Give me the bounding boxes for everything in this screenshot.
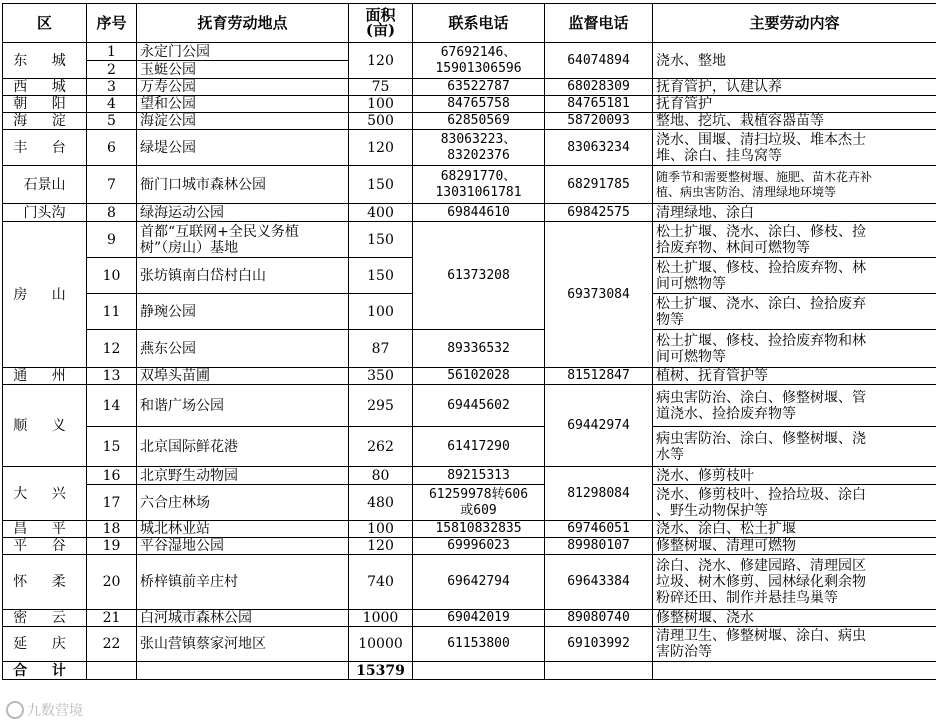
contact-cell: 69996023 <box>413 538 545 555</box>
area-cell: 100 <box>349 294 413 330</box>
no-cell: 7 <box>87 166 137 204</box>
location-cell: 玉蜓公园 <box>137 61 349 79</box>
no-cell: 1 <box>87 43 137 61</box>
area-cell: 150 <box>349 222 413 258</box>
header-supervise: 监督电话 <box>545 4 653 43</box>
content-cell: 浇水、整地 <box>653 43 936 79</box>
table-row <box>3 385 936 427</box>
supervise-cell: 69442974 <box>545 385 653 467</box>
contact-cell: 67692146、 15901306596 <box>413 43 545 79</box>
no-cell: 8 <box>87 204 137 222</box>
content-cell: 整地、挖坑、栽植容器苗等 <box>653 113 936 130</box>
location-cell: 六合庄林场 <box>137 485 349 521</box>
location-cell: 和谐广场公园 <box>137 385 349 427</box>
location-cell: 绿堤公园 <box>137 130 349 166</box>
district-cell: 西 城 <box>3 79 87 96</box>
total-label: 合 计 <box>3 662 87 680</box>
no-cell: 4 <box>87 96 137 113</box>
no-cell: 3 <box>87 79 137 96</box>
total-row <box>3 662 936 680</box>
area-cell: 500 <box>349 113 413 130</box>
location-cell: 双埠头苗圃 <box>137 368 349 385</box>
contact-cell: 15810832835 <box>413 521 545 538</box>
content-cell: 松土扩堰、浇水、涂白、捡拾废弃 物等 <box>653 294 936 330</box>
location-cell: 静琬公园 <box>137 294 349 330</box>
district-cell: 通 州 <box>3 368 87 385</box>
contact-cell: 69042019 <box>413 610 545 627</box>
contact-cell: 61259978转606 或609 <box>413 485 545 521</box>
table-row <box>3 555 936 610</box>
no-cell: 11 <box>87 294 137 330</box>
content-cell: 修整树堰、清理可燃物 <box>653 538 936 555</box>
location-cell: 海淀公园 <box>137 113 349 130</box>
content-cell: 浇水、修剪枝叶 <box>653 467 936 485</box>
location-cell: 张山营镇蔡家河地区 <box>137 627 349 662</box>
no-cell: 13 <box>87 368 137 385</box>
location-cell: 万寿公园 <box>137 79 349 96</box>
supervise-cell: 58720093 <box>545 113 653 130</box>
empty-cell <box>137 662 349 680</box>
supervise-cell: 68028309 <box>545 79 653 96</box>
contact-cell: 61373208 <box>413 222 545 330</box>
contact-cell: 89336532 <box>413 330 545 368</box>
content-cell: 清理卫生、修整树堰、涂白、病虫 害防治等 <box>653 627 936 662</box>
content-cell: 浇水、修剪枝叶、捡拾垃圾、涂白 、野生动物保护等 <box>653 485 936 521</box>
no-cell: 20 <box>87 555 137 610</box>
empty-cell <box>653 662 936 680</box>
content-cell: 浇水、涂白、松土扩堰 <box>653 521 936 538</box>
contact-cell: 69445602 <box>413 385 545 427</box>
district-cell: 顺 义 <box>3 385 87 467</box>
area-cell: 350 <box>349 368 413 385</box>
supervise-cell: 83063234 <box>545 130 653 166</box>
supervise-cell: 69103992 <box>545 627 653 662</box>
area-cell: 400 <box>349 204 413 222</box>
location-cell: 北京国际鲜花港 <box>137 427 349 467</box>
content-cell: 松土扩堰、浇水、涂白、修枝、捡 拾废弃物、林间可燃物等 <box>653 222 936 258</box>
table-row <box>3 610 936 627</box>
table-row <box>3 222 936 258</box>
district-cell: 平 谷 <box>3 538 87 555</box>
table-row <box>3 427 936 467</box>
empty-cell <box>413 662 545 680</box>
content-cell: 松土扩堰、修枝、捡拾废弃物和林 间可燃物等 <box>653 330 936 368</box>
empty-cell <box>87 662 137 680</box>
district-cell: 丰 台 <box>3 130 87 166</box>
contact-cell: 61417290 <box>413 427 545 467</box>
contact-cell: 89215313 <box>413 467 545 485</box>
header-contact: 联系电话 <box>413 4 545 43</box>
location-cell: 白河城市森林公园 <box>137 610 349 627</box>
table-row <box>3 485 936 521</box>
location-cell: 桥梓镇前辛庄村 <box>137 555 349 610</box>
table-row <box>3 204 936 222</box>
area-cell: 150 <box>349 166 413 204</box>
area-cell: 120 <box>349 538 413 555</box>
header-area: 面积 (亩) <box>349 4 413 43</box>
no-cell: 2 <box>87 61 137 79</box>
no-cell: 16 <box>87 467 137 485</box>
location-cell: 张坊镇南白岱村白山 <box>137 258 349 294</box>
empty-cell <box>545 662 653 680</box>
table-row <box>3 43 936 61</box>
table-row <box>3 467 936 485</box>
labor-sites-table <box>2 3 936 680</box>
no-cell: 17 <box>87 485 137 521</box>
no-cell: 10 <box>87 258 137 294</box>
area-cell: 150 <box>349 258 413 294</box>
content-cell: 植树、抚育管护等 <box>653 368 936 385</box>
content-cell: 涂白、浇水、修建园路、清理园区 垃圾、树木修剪、园林绿化剩余物 粉碎还田、制作并悬挂鸟巢等 <box>653 555 936 610</box>
table-row <box>3 130 936 166</box>
table-row <box>3 113 936 130</box>
location-cell: 衙门口城市森林公园 <box>137 166 349 204</box>
content-cell: 抚育管护，认建认养 <box>653 79 936 96</box>
area-cell: 1000 <box>349 610 413 627</box>
total-area: 15379 <box>349 662 413 680</box>
contact-cell: 68291770、 13031061781 <box>413 166 545 204</box>
supervise-cell: 68291785 <box>545 166 653 204</box>
table-row <box>3 538 936 555</box>
no-cell: 5 <box>87 113 137 130</box>
contact-cell: 84765758 <box>413 96 545 113</box>
table-row <box>3 521 936 538</box>
contact-cell: 69844610 <box>413 204 545 222</box>
header-district: 区 <box>3 4 87 43</box>
area-cell: 120 <box>349 130 413 166</box>
supervise-cell: 69746051 <box>545 521 653 538</box>
contact-cell: 69642794 <box>413 555 545 610</box>
content-cell: 修整树堰、浇水 <box>653 610 936 627</box>
content-cell: 抚育管护 <box>653 96 936 113</box>
area-cell: 295 <box>349 385 413 427</box>
no-cell: 12 <box>87 330 137 368</box>
district-cell: 石景山 <box>3 166 87 204</box>
supervise-cell: 89080740 <box>545 610 653 627</box>
content-cell: 浇水、围堰、清扫垃圾、堆本杰士 堆、涂白、挂鸟窝等 <box>653 130 936 166</box>
contact-cell: 62850569 <box>413 113 545 130</box>
header-location: 抚育劳动地点 <box>137 4 349 43</box>
supervise-cell: 81512847 <box>545 368 653 385</box>
area-cell: 262 <box>349 427 413 467</box>
supervise-cell: 81298084 <box>545 467 653 521</box>
location-cell: 望和公园 <box>137 96 349 113</box>
supervise-cell: 84765181 <box>545 96 653 113</box>
contact-cell: 83063223、 83202376 <box>413 130 545 166</box>
table-row <box>3 79 936 96</box>
watermark <box>6 700 83 720</box>
content-cell: 随季节和需要整树堰、施肥、苗木花卉补 植、病虫害防治、清理绿地环境等 <box>653 166 936 204</box>
district-cell: 海 淀 <box>3 113 87 130</box>
location-cell: 首都“互联网+全民义务植 树”（房山）基地 <box>137 222 349 258</box>
district-cell: 昌 平 <box>3 521 87 538</box>
no-cell: 18 <box>87 521 137 538</box>
supervise-cell: 89980107 <box>545 538 653 555</box>
area-cell: 100 <box>349 521 413 538</box>
contact-cell: 56102028 <box>413 368 545 385</box>
district-cell: 朝 阳 <box>3 96 87 113</box>
area-cell: 75 <box>349 79 413 96</box>
district-cell: 门头沟 <box>3 204 87 222</box>
district-cell: 房 山 <box>3 222 87 368</box>
content-cell: 清理绿地、涂白 <box>653 204 936 222</box>
district-cell: 密 云 <box>3 610 87 627</box>
area-cell: 10000 <box>349 627 413 662</box>
content-cell: 病虫害防治、涂白、修整树堰、管 道浇水、捡拾废弃物等 <box>653 385 936 427</box>
no-cell: 19 <box>87 538 137 555</box>
supervise-cell: 69373084 <box>545 222 653 368</box>
district-cell: 延 庆 <box>3 627 87 662</box>
table-row <box>3 330 936 368</box>
supervise-cell: 64074894 <box>545 43 653 79</box>
district-cell: 怀 柔 <box>3 555 87 610</box>
no-cell: 15 <box>87 427 137 467</box>
no-cell: 6 <box>87 130 137 166</box>
contact-cell: 61153800 <box>413 627 545 662</box>
location-cell: 城北林业站 <box>137 521 349 538</box>
district-cell: 大 兴 <box>3 467 87 521</box>
location-cell: 平谷湿地公园 <box>137 538 349 555</box>
area-cell: 87 <box>349 330 413 368</box>
header-content: 主要劳动内容 <box>653 4 936 43</box>
location-cell: 绿海运动公园 <box>137 204 349 222</box>
area-cell: 480 <box>349 485 413 521</box>
location-cell: 永定门公园 <box>137 43 349 61</box>
table-row <box>3 166 936 204</box>
location-cell: 北京野生动物园 <box>137 467 349 485</box>
table-row <box>3 368 936 385</box>
location-cell: 燕东公园 <box>137 330 349 368</box>
area-cell: 100 <box>349 96 413 113</box>
table-row <box>3 96 936 113</box>
table-row <box>3 627 936 662</box>
watermark-logo-icon <box>6 701 24 719</box>
supervise-cell: 69643384 <box>545 555 653 610</box>
header-no: 序号 <box>87 4 137 43</box>
area-cell: 120 <box>349 43 413 79</box>
contact-cell: 63522787 <box>413 79 545 96</box>
content-cell: 松土扩堰、修枝、捡拾废弃物、林 间可燃物等 <box>653 258 936 294</box>
no-cell: 9 <box>87 222 137 258</box>
supervise-cell: 69842575 <box>545 204 653 222</box>
no-cell: 22 <box>87 627 137 662</box>
watermark-text: 九数营境 <box>27 702 83 718</box>
no-cell: 14 <box>87 385 137 427</box>
area-cell: 740 <box>349 555 413 610</box>
district-cell: 东 城 <box>3 43 87 79</box>
area-cell: 80 <box>349 467 413 485</box>
no-cell: 21 <box>87 610 137 627</box>
content-cell: 病虫害防治、涂白、修整树堰、浇 水等 <box>653 427 936 467</box>
header-row <box>3 4 936 43</box>
